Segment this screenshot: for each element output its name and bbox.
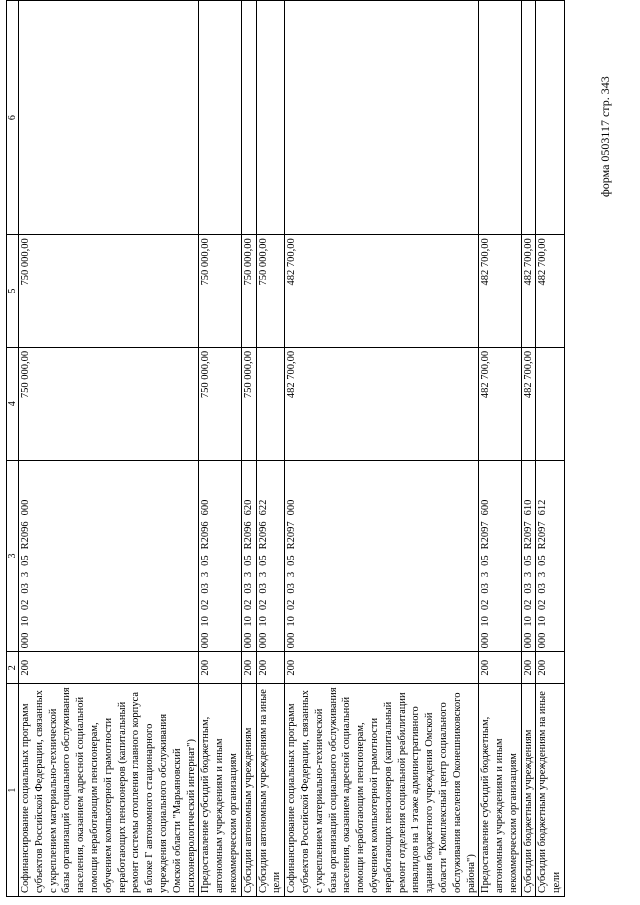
row-unexecuted: [241, 1, 256, 235]
row-unexecuted: [256, 1, 285, 235]
budget-code-part: 3: [200, 571, 212, 578]
row-name: Предоставление субсидий бюджетным, автономным учреждениям и иным некоммерческим организациям: [199, 684, 241, 897]
budget-code-part: 05: [537, 555, 549, 566]
row-budget-code: [256, 460, 285, 652]
row-line-code: 200: [285, 652, 479, 684]
budget-code-part: R2096: [200, 521, 212, 550]
budget-code-part: 3: [20, 571, 31, 578]
budget-code-part: 02: [20, 599, 31, 611]
budget-code-part: 610: [522, 499, 534, 516]
budget-code-part: 10: [242, 616, 254, 627]
row-approved: 482 700,00: [479, 347, 521, 460]
budget-code-part: 3: [537, 571, 549, 578]
row-budget-code: [536, 460, 565, 652]
row-name: Субсидии автономным учреждениям на иные цели: [256, 684, 285, 897]
row-unexecuted: [479, 1, 521, 235]
header-col-3: 3: [7, 460, 19, 652]
budget-code-part: 10: [257, 616, 269, 627]
table-row: [256, 1, 285, 897]
row-budget-code: [19, 460, 199, 652]
budget-code-part: 03: [20, 583, 31, 594]
table-body: [7, 1, 565, 897]
row-budget-code: [521, 460, 536, 652]
budget-code-part: 3: [257, 571, 269, 578]
row-approved: 750 000,00: [199, 347, 241, 460]
budget-code-part: 10: [480, 616, 492, 627]
budget-code-part: 02: [242, 599, 254, 611]
row-unexecuted: [536, 1, 565, 235]
budget-code-part: 03: [480, 583, 492, 594]
budget-code-part: 612: [537, 499, 549, 516]
row-name: Софинансирование социальных программ субъектов Российской Федерации, связанных с укреплением материально-технической базы организаций социального обслуживания населения, оказанием адресной социальной помощи неработающим пенсионерам, обучением компьютерной грамотности неработающих пенсионеров (капитальный ремонт системы отопления главного корпуса в блоке Г автономного стационарного учреждения социального обслуживания Омской области "Марьяновский психоневрологический интернат"): [19, 684, 199, 897]
row-line-code: 200: [536, 652, 565, 684]
budget-code-part: 622: [257, 499, 269, 516]
row-budget-code: [199, 460, 241, 652]
row-line-code: 200: [256, 652, 285, 684]
row-budget-code: [479, 460, 521, 652]
budget-code-part: 05: [286, 555, 298, 566]
row-approved: 482 700,00: [521, 347, 536, 460]
budget-code-part: 000: [242, 632, 254, 649]
row-line-code: 200: [241, 652, 256, 684]
header-col-6: 6: [7, 1, 19, 235]
table-row: [479, 1, 521, 897]
table-row: [536, 1, 565, 897]
budget-table: [6, 0, 565, 897]
budget-code-part: 10: [522, 616, 534, 627]
row-budget-code: [241, 460, 256, 652]
row-executed: 482 700,00: [536, 235, 565, 348]
header-row: [7, 1, 19, 897]
form-label: форма 0503117 стр. 343: [598, 76, 612, 197]
budget-code-part: 000: [200, 632, 212, 649]
row-approved: 750 000,00: [19, 347, 199, 460]
budget-code-part: 05: [480, 555, 492, 566]
budget-code-part: 02: [286, 599, 298, 611]
budget-code-part: 10: [537, 616, 549, 627]
budget-code-part: 600: [200, 499, 212, 516]
row-name: Субсидии бюджетным учреждениям на иные цели: [536, 684, 565, 897]
budget-code-part: 02: [537, 599, 549, 611]
budget-code-part: 03: [537, 583, 549, 594]
table-row: [199, 1, 241, 897]
row-approved: 750 000,00: [241, 347, 256, 460]
table-row: [521, 1, 536, 897]
budget-code-part: 600: [480, 499, 492, 516]
budget-code-part: 05: [242, 555, 254, 566]
budget-code-part: 10: [20, 616, 31, 627]
budget-code-part: 000: [522, 632, 534, 649]
budget-code-part: 3: [286, 571, 298, 578]
budget-code-part: 000: [20, 632, 31, 649]
budget-code-part: R2097: [537, 521, 549, 550]
budget-code-part: 3: [522, 571, 534, 578]
budget-code-part: 620: [242, 499, 254, 516]
row-unexecuted: [521, 1, 536, 235]
budget-code-part: 03: [522, 583, 534, 594]
row-line-code: 200: [521, 652, 536, 684]
budget-code-part: 03: [286, 583, 298, 594]
row-line-code: 200: [479, 652, 521, 684]
budget-code-part: R2096: [20, 521, 31, 550]
row-executed: 482 700,00: [285, 235, 479, 348]
budget-code-part: 02: [480, 599, 492, 611]
row-executed: 750 000,00: [199, 235, 241, 348]
budget-code-part: 000: [257, 632, 269, 649]
budget-code-part: 10: [286, 616, 298, 627]
row-approved: 482 700,00: [285, 347, 479, 460]
budget-code-part: 03: [242, 583, 254, 594]
budget-code-part: 05: [200, 555, 212, 566]
budget-code-part: R2096: [257, 521, 269, 550]
table-row: [19, 1, 199, 897]
budget-code-part: 3: [480, 571, 492, 578]
budget-code-part: 000: [537, 632, 549, 649]
budget-code-part: R2097: [522, 521, 534, 550]
budget-code-part: R2096: [242, 521, 254, 550]
row-unexecuted: [199, 1, 241, 235]
row-unexecuted: [285, 1, 479, 235]
header-col-4: 4: [7, 347, 19, 460]
row-line-code: 200: [199, 652, 241, 684]
row-approved: [256, 347, 285, 460]
row-name: Субсидии автономным учреждениям: [241, 684, 256, 897]
header-col-5: 5: [7, 235, 19, 348]
row-executed: 750 000,00: [19, 235, 199, 348]
budget-code-part: 000: [20, 499, 31, 516]
table-row: [285, 1, 479, 897]
budget-code-part: 03: [200, 583, 212, 594]
row-approved: [536, 347, 565, 460]
budget-code-part: 000: [480, 632, 492, 649]
budget-code-part: 02: [257, 599, 269, 611]
row-executed: 750 000,00: [256, 235, 285, 348]
header-col-1: 1: [7, 684, 19, 897]
row-name: Предоставление субсидий бюджетным, автономным учреждениям и иным некоммерческим организациям: [479, 684, 521, 897]
budget-code-part: 000: [286, 632, 298, 649]
budget-code-part: 000: [286, 499, 298, 516]
row-name: Софинансирование социальных программ субъектов Российской Федерации, связанных с укреплением материально-технической базы организаций социального обслуживания населения, оказанием адресной социальной помощи неработающим пенсионерам, обучением компьютерной грамотности неработающих пенсионеров (капитальный ремонт отделения социальной реабилитации инвалидов на 1 этаже административного здания бюджетного учреждения Омской области "Комплексный центр социального обслуживания населения Оконешниковского района"): [285, 684, 479, 897]
budget-code-part: 05: [20, 555, 31, 566]
header-col-2: 2: [7, 652, 19, 684]
row-name: Субсидии бюджетным учреждениям: [521, 684, 536, 897]
row-budget-code: [285, 460, 479, 652]
table-row: [241, 1, 256, 897]
row-unexecuted: [19, 1, 199, 235]
budget-code-part: 03: [257, 583, 269, 594]
budget-code-part: R2097: [286, 521, 298, 550]
row-executed: 482 700,00: [521, 235, 536, 348]
row-executed: 750 000,00: [241, 235, 256, 348]
budget-code-part: 05: [522, 555, 534, 566]
budget-code-part: 10: [200, 616, 212, 627]
budget-code-part: 02: [200, 599, 212, 611]
budget-code-part: 3: [242, 571, 254, 578]
row-executed: 482 700,00: [479, 235, 521, 348]
budget-code-part: 05: [257, 555, 269, 566]
row-line-code: 200: [19, 652, 199, 684]
budget-code-part: R2097: [480, 521, 492, 550]
budget-code-part: 02: [522, 599, 534, 611]
